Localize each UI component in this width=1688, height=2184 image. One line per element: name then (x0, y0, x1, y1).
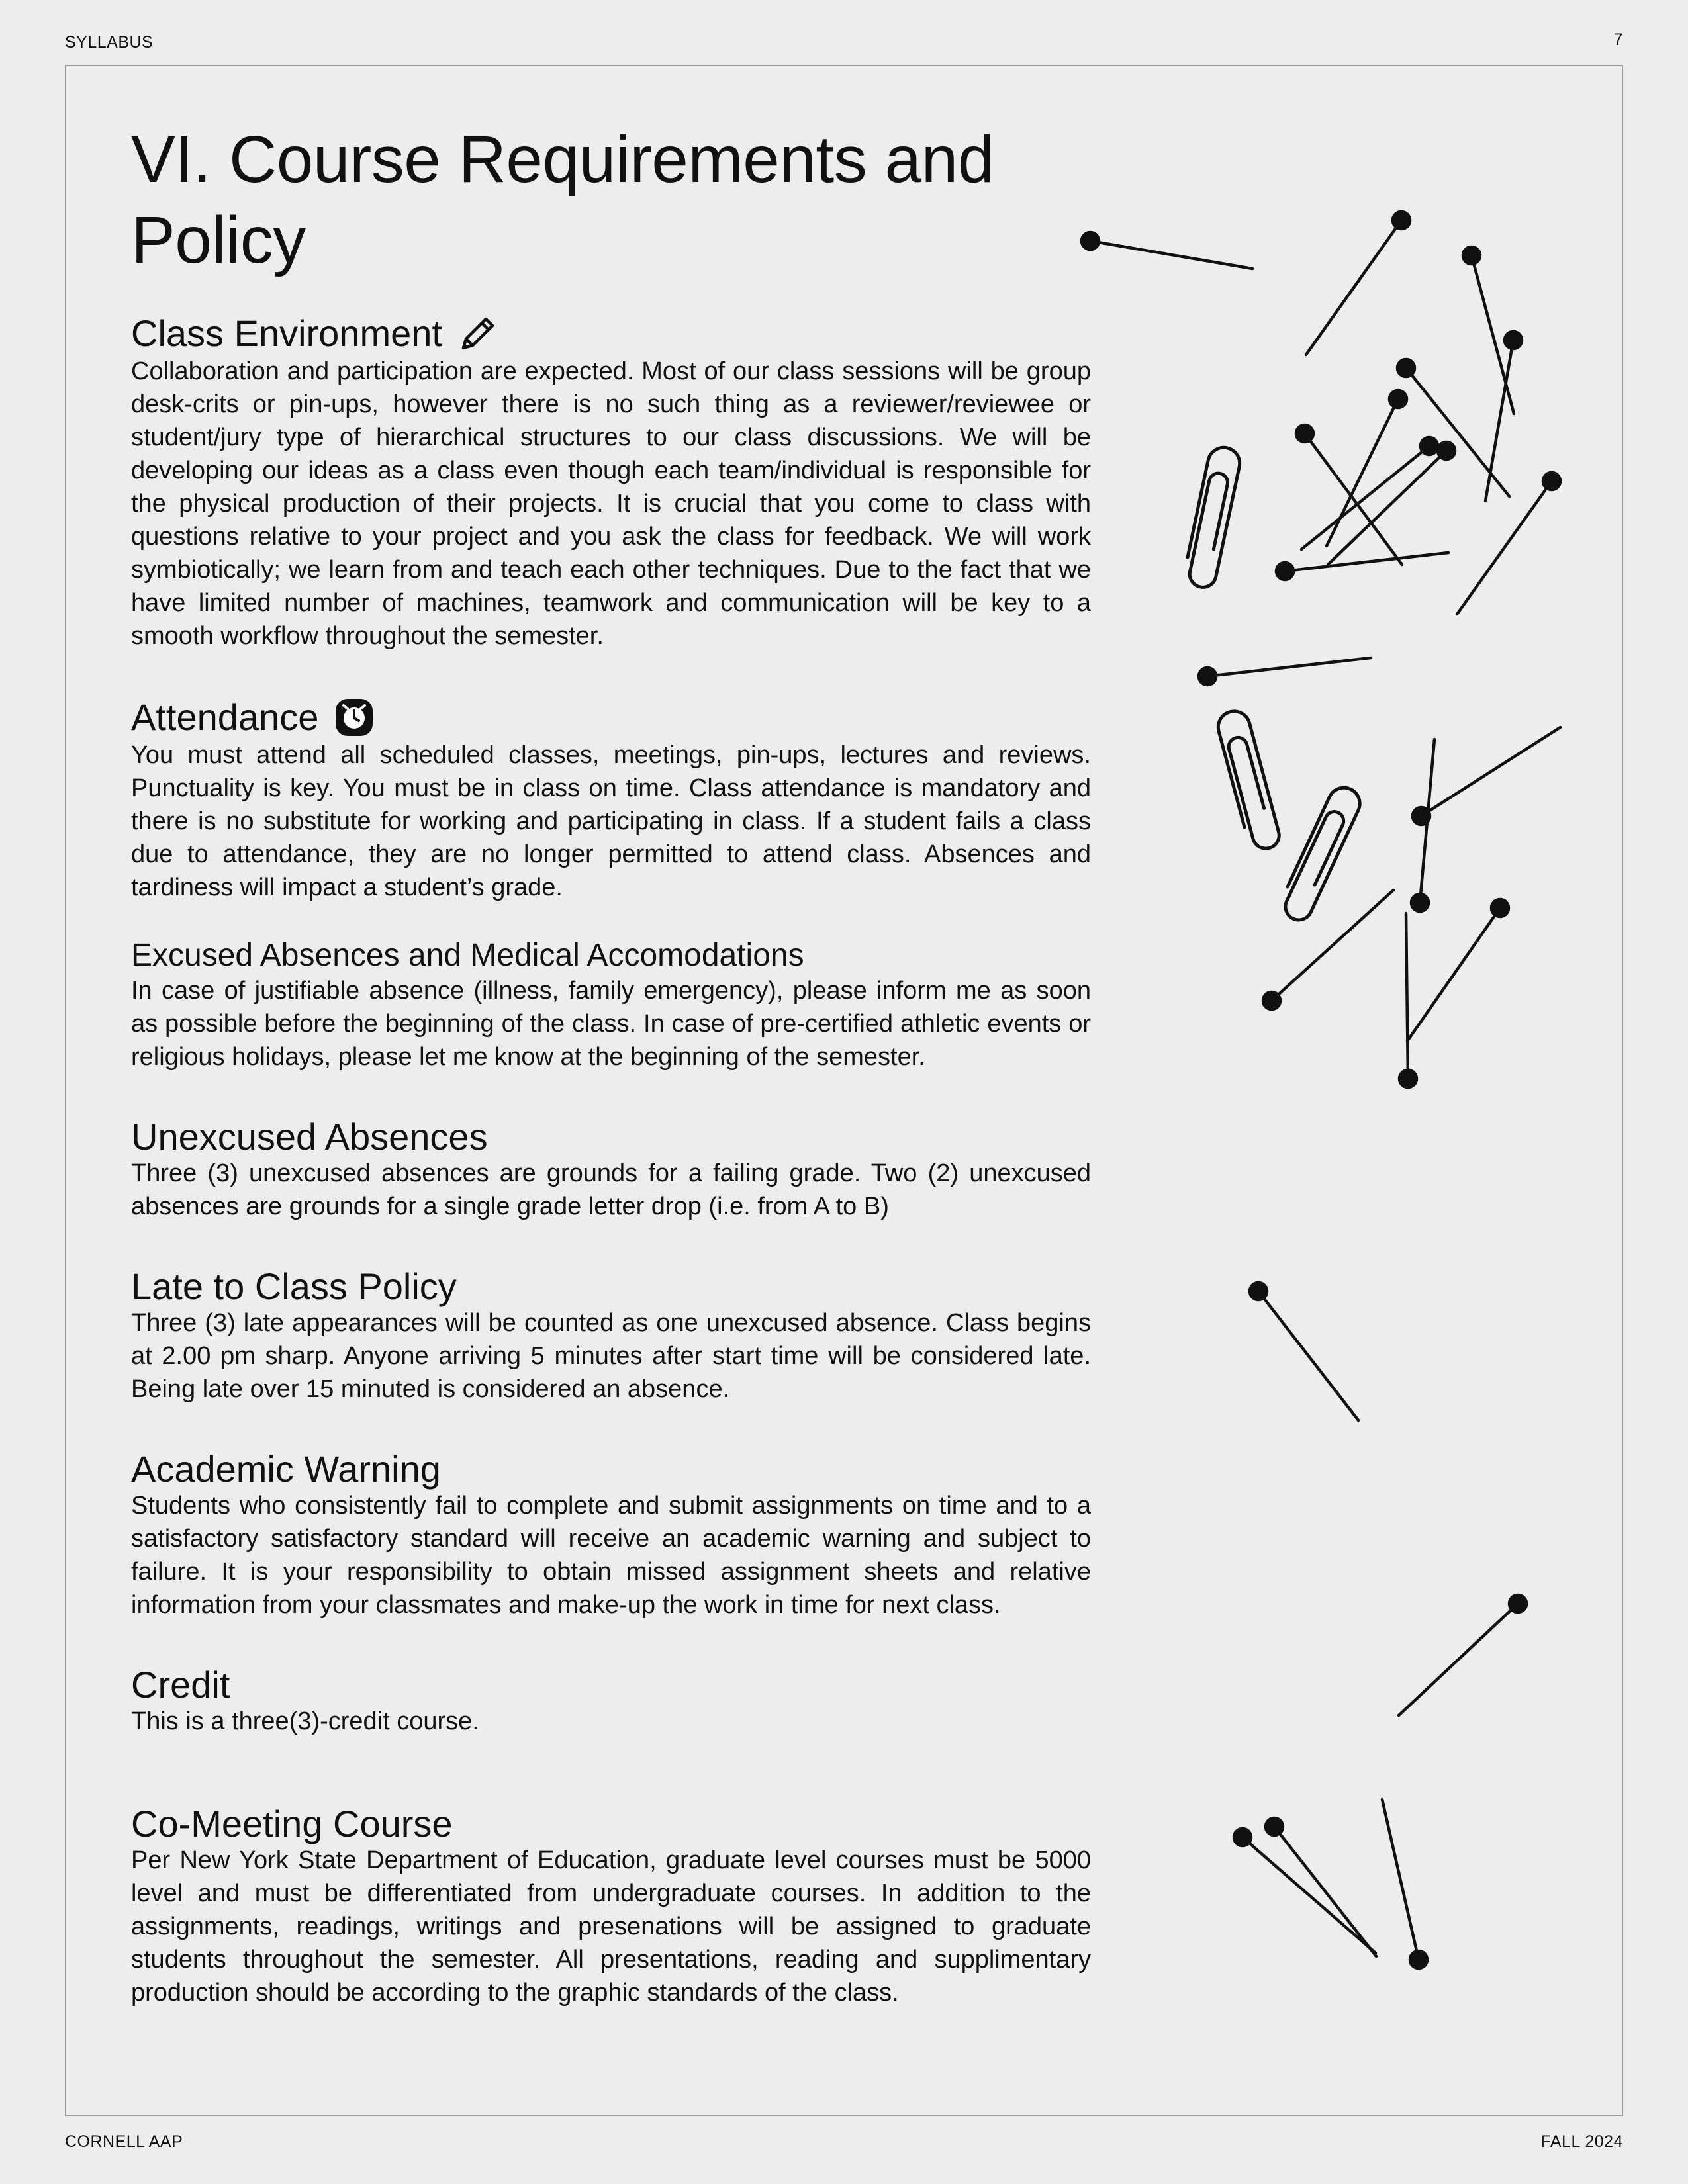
section-heading: Attendance (131, 696, 319, 738)
page-title: VI. Course Requirements and Policy (131, 122, 994, 277)
section-heading: Unexcused Absences (131, 1116, 488, 1158)
paperclip-icon (1182, 445, 1243, 590)
pin-icon (1276, 553, 1448, 580)
footer-left: CORNELL AAP (65, 2132, 183, 2151)
pin-icon (1407, 899, 1509, 1041)
pin-icon (1399, 1595, 1526, 1715)
section-heading: Late to Class Policy (131, 1265, 457, 1307)
pin-icon (1263, 890, 1393, 1009)
pin-icon (1266, 1818, 1376, 1956)
section-heading: Academic Warning (131, 1448, 441, 1490)
pin-icon (1306, 212, 1410, 355)
section-heading: Excused Absences and Medical Accomodations (131, 938, 804, 973)
pin-icon (1082, 232, 1252, 269)
pin-icon (1199, 658, 1371, 685)
section-body: Three (3) late appearances will be counted as one unexcused absence. Class begins at 2.00 pm sharp. Anyone arriving 5 minutes after start time will be considered late. Being late over 15 minuted is considered an absence. (131, 1309, 1091, 1403)
section-body: Collaboration and participation are expected. Most of our class sessions will be group desk-crits or pin-ups, however there is no such thing as a reviewer/reviewee or student/jury type of hierarchical structures to our class discussions. We will be developing our ideas as a class even though each team/individual is responsible for the physical production of their projects. It is crucial that you come to class with questions relative to your project and you ask the class for feedback. We will work symbiotically; we learn from and teach each other techniques. Due to the fact that we have limited number of machines, teamwork and communication will be key to a smooth workflow throughout the semester. (131, 357, 1091, 650)
pin-icon (1327, 390, 1407, 546)
pin-icon (1234, 1829, 1376, 1953)
section-body: You must attend all scheduled classes, meetings, pin-ups, lectures and reviews. Punctuality is key. You must be in class on time. Class attendance is mandatory and there is no substitute for working and participating in class. If a student fails a class due to attendance, they are no longer permitted to attend class. Absences and tardiness will impact a student’s grade. (131, 741, 1091, 901)
page-number: 7 (1613, 30, 1623, 49)
section-body: Students who consistently fail to complete and submit assignments on time and to a satisfactory satisfactory standard will receive an academic warning and subject to failure. It is your responsibility to obtain missed assignment sheets and relative information from your classmates and make-up the work in time for next class. (131, 1492, 1091, 1619)
pin-icon (1382, 1799, 1427, 1968)
section-heading: Co-Meeting Course (131, 1803, 453, 1844)
section-heading: Class Environment (131, 312, 442, 354)
section-body: Per New York State Department of Education, graduate level courses must be 5000 level and must be differentiated from undergraduate courses. In addition to the assignments, readings, writings and presenations will be assigned to graduate students throughout the semester. All presentations, reading and supplimentary production should be according to the graphic standards of the class. (131, 1846, 1091, 2007)
paperclip-icon (1215, 708, 1282, 853)
section-body: This is a three(3)-credit course. (131, 1707, 479, 1735)
footer-right: FALL 2024 (1540, 2132, 1623, 2151)
pin-icon (1250, 1283, 1358, 1420)
section-body: Three (3) unexcused absences are grounds for a failing grade. Two (2) unexcused absences are grounds for a single grade letter drop (i.e. from A to B) (131, 1160, 1091, 1220)
section-body: In case of justifiable absence (illness, family emergency), please inform me as soon as possible before the beginning of the class. In case of pre-certified athletic events or religious holidays, please let me know at the beginning of the semester. (131, 977, 1091, 1071)
paperclip-icon (1276, 782, 1365, 924)
pin-icon (1397, 359, 1509, 496)
header-label: SYLLABUS (65, 33, 154, 52)
section-heading: Credit (131, 1664, 230, 1706)
pin-icon (1399, 913, 1417, 1087)
